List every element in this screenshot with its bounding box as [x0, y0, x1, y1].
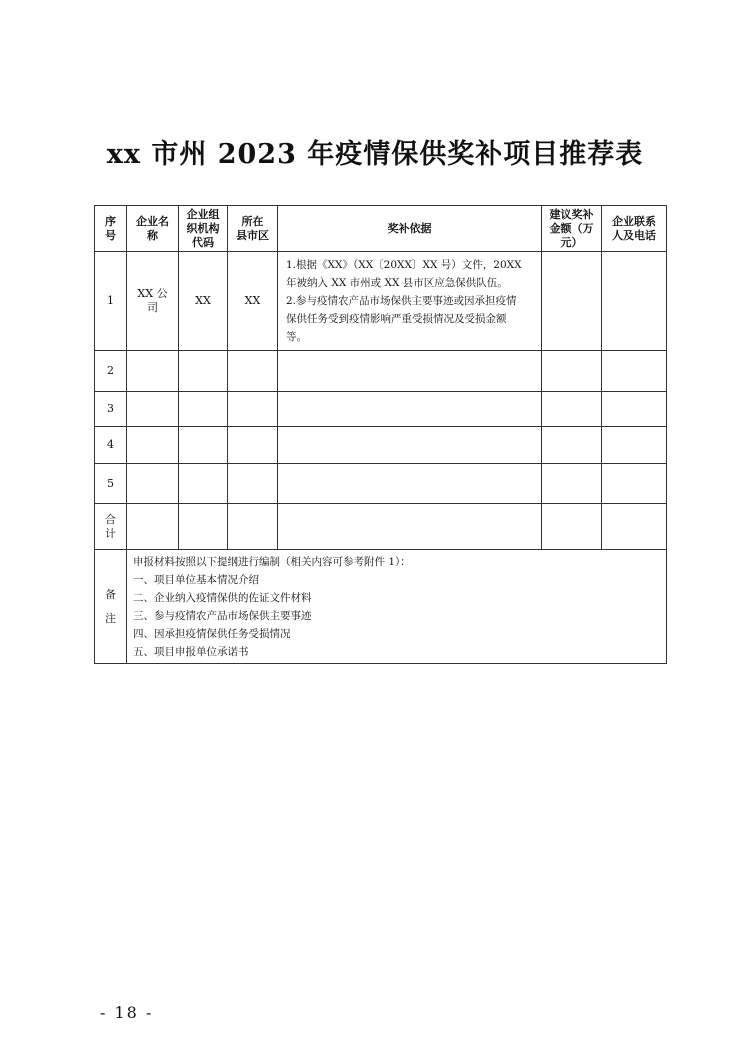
cell-company: XX 公 司	[127, 252, 179, 351]
cell-seq: 2	[95, 351, 127, 392]
table-row	[95, 427, 667, 464]
cell-amount	[542, 252, 602, 351]
header-amount: 建议奖补 金额（万 元）	[542, 206, 602, 252]
cell-seq: 5	[95, 464, 127, 504]
cell-notes: 申报材料按照以下提纲进行编制（相关内容可参考附件 1）： 一、项目单位基本情况介绍 二、企业纳入疫情保供的佐证文件材料 三、参与疫情农产品市场保供主要事迹 四、因承担疫情保供任务受损情况 五、项目申报单位承诺书	[127, 550, 667, 664]
cell-basis: 1.根据《XX》（XX〔20XX〕XX 号）文件，20XX 年被纳入 XX 市州或 XX 县市区应急保供队伍。 2.参与疫情农产品市场保供主要事迹或因承担疫情 保供任务受到疫情影响严重受损情况及受损金额 等。	[278, 252, 542, 351]
header-basis: 奖补依据	[278, 206, 542, 252]
total-row	[95, 504, 667, 550]
header-company: 企业名 称	[127, 206, 179, 252]
page-number: - 18 -	[100, 1003, 154, 1022]
header-seq: 序 号	[95, 206, 127, 252]
table-row	[95, 392, 667, 427]
cell-county: XX	[228, 252, 278, 351]
cell-seq: 4	[95, 427, 127, 464]
table-row	[95, 464, 667, 504]
header-org-code: 企业组 织机构 代码	[179, 206, 228, 252]
header-row	[95, 206, 667, 252]
cell-total-label: 合 计	[95, 504, 127, 550]
header-contact: 企业联系 人及电话	[602, 206, 667, 252]
cell-seq: 1	[95, 252, 127, 351]
header-county: 所在 县市区	[228, 206, 278, 252]
cell-org-code: XX	[179, 252, 228, 351]
notes-row	[95, 550, 667, 664]
cell-notes-label: 备 注	[95, 550, 127, 664]
page-title: xx 市州 2023 年疫情保供奖补项目推荐表	[106, 139, 644, 170]
cell-seq: 3	[95, 392, 127, 427]
recommendation-table	[94, 205, 667, 664]
cell-contact	[602, 252, 667, 351]
table-row	[95, 252, 667, 351]
table-row	[95, 351, 667, 392]
